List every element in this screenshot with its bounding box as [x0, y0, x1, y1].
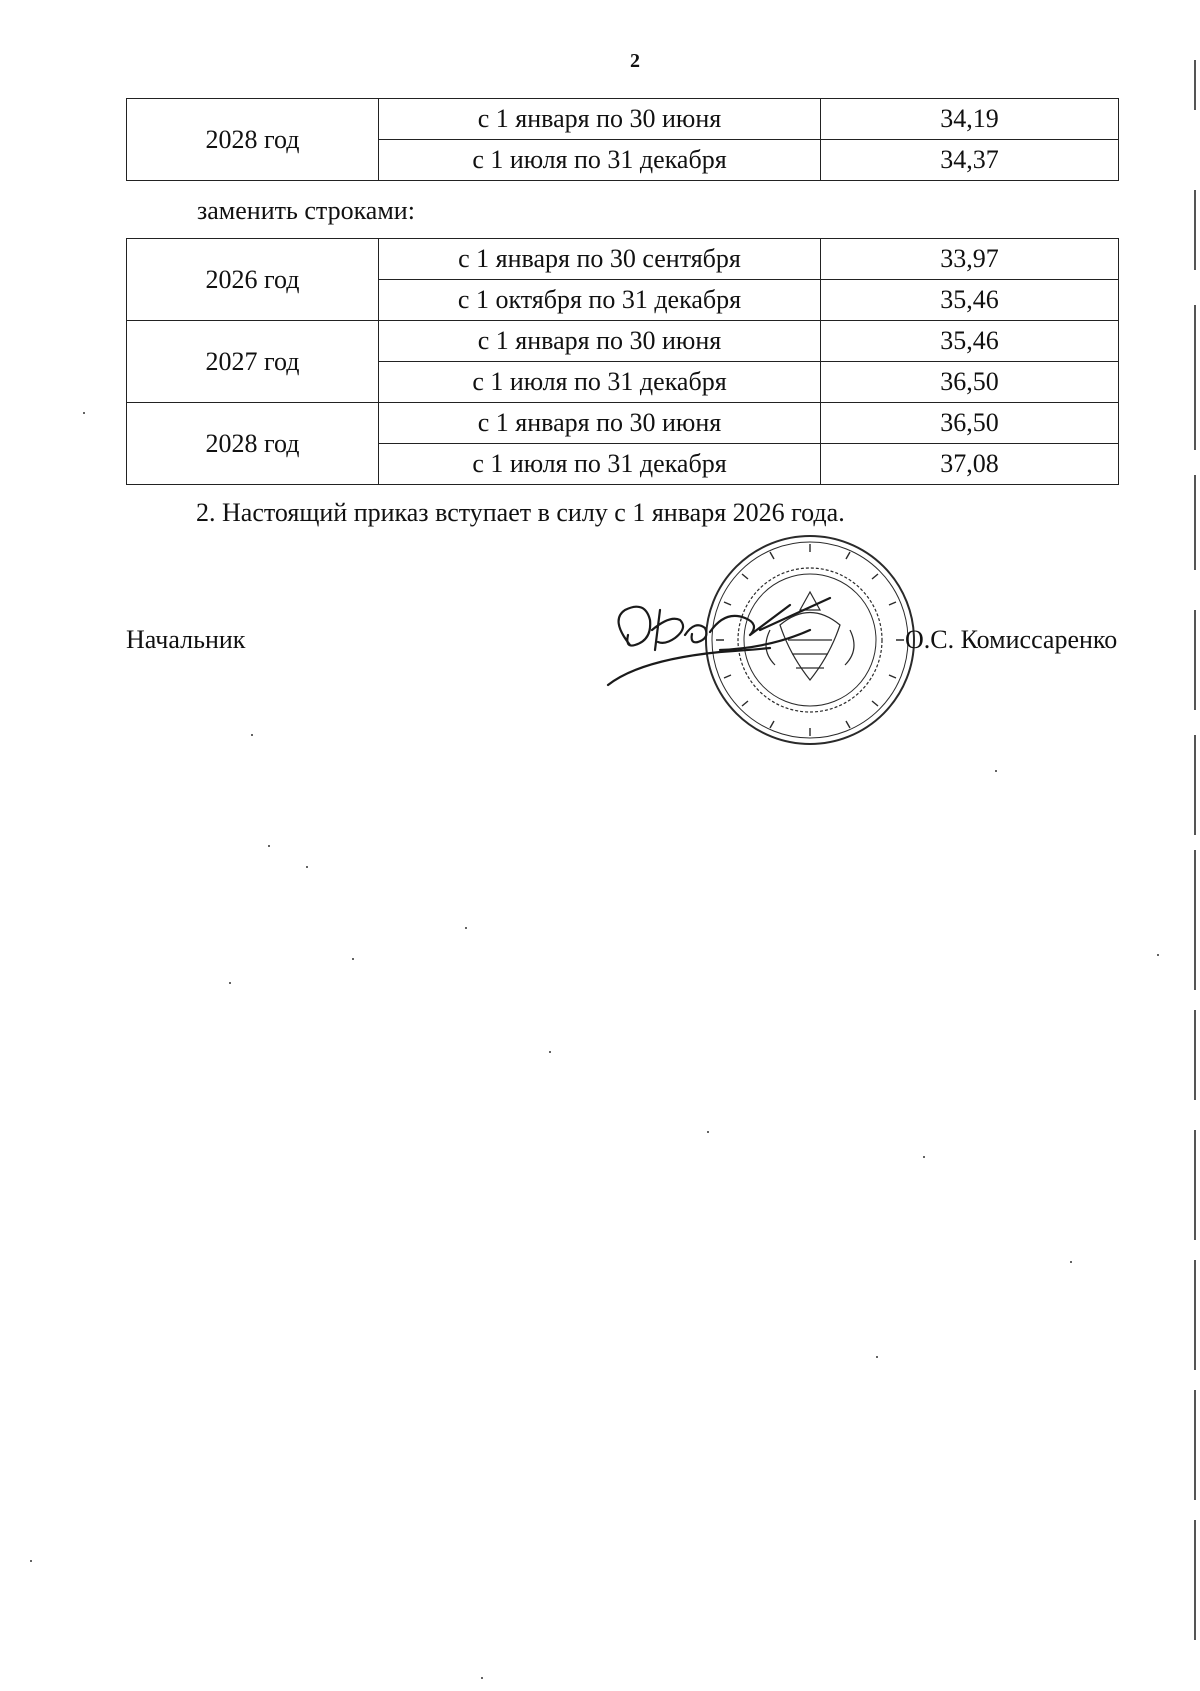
page-number: 2 — [630, 50, 640, 72]
scan-speck — [229, 982, 231, 984]
scan-speck — [995, 770, 997, 772]
scan-edge-artifact — [1186, 0, 1196, 1691]
table-row — [127, 99, 1119, 140]
scan-speck — [549, 1051, 551, 1053]
new-rates-table — [126, 238, 1119, 485]
scan-speck — [876, 1356, 878, 1358]
period-cell: с 1 января по 30 сентября — [379, 239, 821, 280]
replace-instruction: заменить строками: — [197, 196, 415, 225]
rate-value-cell: 34,37 — [821, 140, 1119, 181]
rate-value-cell: 35,46 — [821, 280, 1119, 321]
scan-speck — [1070, 1261, 1072, 1263]
rate-value-cell: 37,08 — [821, 444, 1119, 485]
rate-value-cell: 36,50 — [821, 362, 1119, 403]
scan-speck — [707, 1131, 709, 1133]
old-rates-table — [126, 98, 1119, 181]
year-cell: 2026 год — [127, 239, 379, 321]
scan-speck — [306, 866, 308, 868]
period-cell: с 1 июля по 31 декабря — [379, 362, 821, 403]
signer-name: О.С. Комиссаренко — [905, 625, 1118, 654]
handwritten-signature — [600, 590, 890, 720]
table-row — [127, 403, 1119, 444]
period-cell: с 1 января по 30 июня — [379, 99, 821, 140]
scan-speck — [83, 412, 85, 414]
period-cell: с 1 октября по 31 декабря — [379, 280, 821, 321]
scan-speck — [352, 958, 354, 960]
scan-speck — [1157, 954, 1159, 956]
rate-value-cell: 34,19 — [821, 99, 1119, 140]
scan-speck — [251, 734, 253, 736]
table-row — [127, 321, 1119, 362]
period-cell: с 1 июля по 31 декабря — [379, 444, 821, 485]
period-cell: с 1 июля по 31 декабря — [379, 140, 821, 181]
rate-value-cell: 36,50 — [821, 403, 1119, 444]
scan-speck — [465, 927, 467, 929]
year-cell: 2028 год — [127, 99, 379, 181]
new-rates-body — [127, 239, 1119, 485]
old-rates-body — [127, 99, 1119, 181]
period-cell: с 1 января по 30 июня — [379, 403, 821, 444]
scan-speck — [481, 1677, 483, 1679]
year-cell: 2027 год — [127, 321, 379, 403]
signer-position: Начальник — [126, 625, 246, 654]
effective-date-clause: 2. Настоящий приказ вступает в силу с 1 января 2026 года. — [196, 498, 845, 527]
rate-value-cell: 35,46 — [821, 321, 1119, 362]
table-row — [127, 239, 1119, 280]
period-cell: с 1 января по 30 июня — [379, 321, 821, 362]
year-cell: 2028 год — [127, 403, 379, 485]
rate-value-cell: 33,97 — [821, 239, 1119, 280]
scan-speck — [268, 845, 270, 847]
scan-speck — [923, 1156, 925, 1158]
scan-speck — [30, 1560, 32, 1562]
